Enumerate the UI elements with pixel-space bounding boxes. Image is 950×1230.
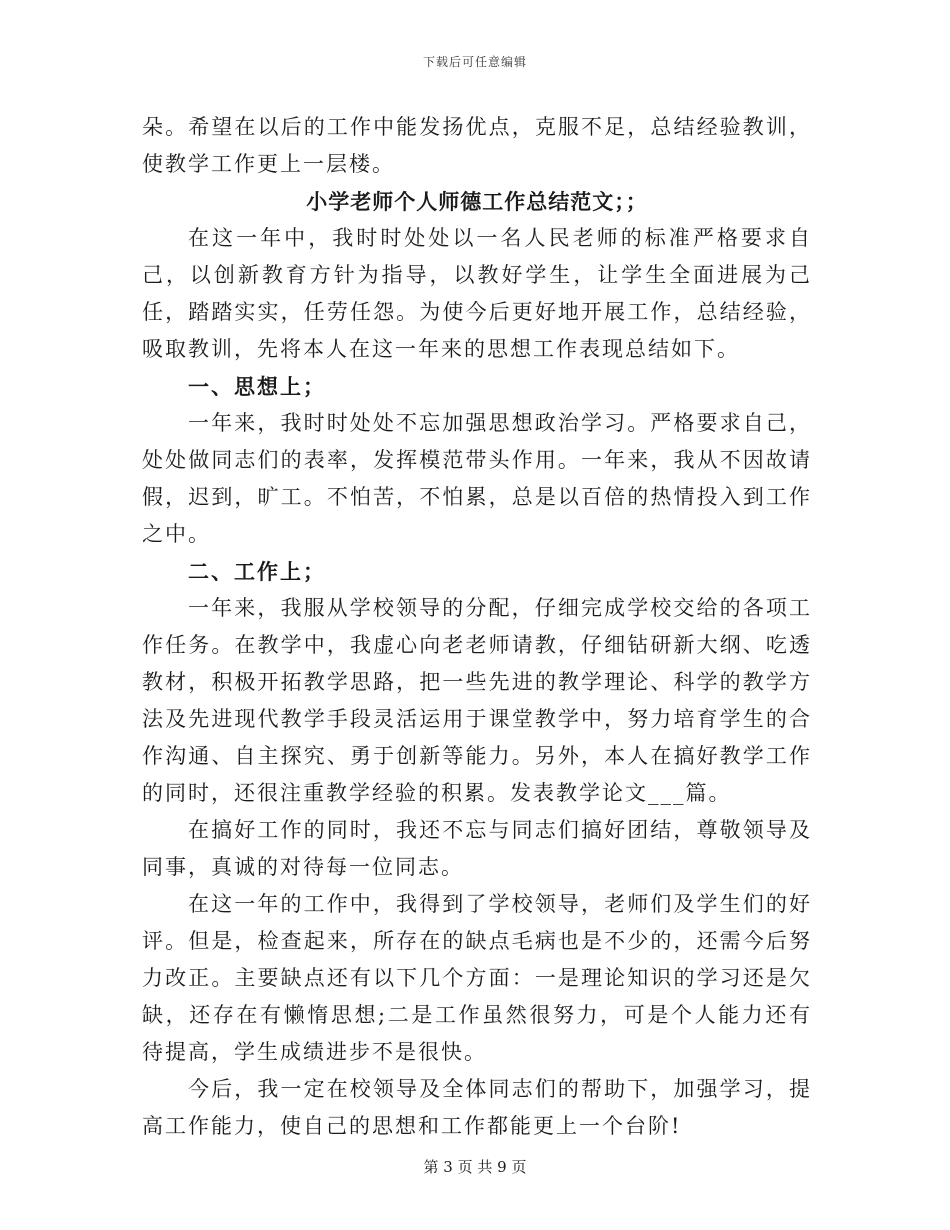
document-title: 小学老师个人师德工作总结范文；； — [306, 189, 648, 214]
continuation-paragraph: 朵。希望在以后的工作中能发扬优点，克服不足，总结经验教训，使教学工作更上一层楼。 — [142, 115, 812, 176]
section-heading-work: 二、工作上； — [188, 559, 326, 584]
intro-paragraph: 在这一年中，我时时处处以一名人民老师的标准严格要求自己，以创新教育方针为指导，以教好学生，让学生全面进展为己任，踏踏实实，任劳任怨。为使今后更好地开展工作，总结经验，吸取教训，先将本人在这一年来的思想工作表现总结如下。 — [142, 226, 812, 361]
unity-paragraph: 在搞好工作的同时，我还不忘与同志们搞好团结，尊敬领导及同事，真诚的对待每一位同志。 — [142, 818, 812, 879]
page-number-footer: 第 3 页 共 9 页 — [423, 1158, 527, 1176]
thought-paragraph: 一年来，我时时处处不忘加强思想政治学习。严格要求自己，处处做同志们的表率，发挥模范带头作用。一年来，我从不因故请假，迟到，旷工。不怕苦，不怕累，总是以百倍的热情投入到工作之中。 — [142, 411, 812, 546]
document-body — [142, 109, 812, 1145]
page-header: 下载后可任意编辑 — [422, 55, 527, 69]
work-paragraph: 一年来，我服从学校领导的分配，仔细完成学校交给的各项工作任务。在教学中，我虚心向老老师请教，仔细钻研新大纲、吃透教材，积极开拓教学思路，把一些先进的教学理论、科学的教学方法及先进现代教学手段灵活运用于课堂教学中，努力培育学生的合作沟通、自主探究、勇于创新等能力。另外，本人在搞好教学工作的同时，还很注重教学经验的积累。发表教学论文___篇。 — [142, 596, 812, 805]
future-paragraph: 今后，我一定在校领导及全体同志们的帮助下，加强学习，提高工作能力，使自己的思想和工作都能更上一个台阶! — [142, 1077, 812, 1138]
shortcomings-paragraph: 在这一年的工作中，我得到了学校领导，老师们及学生们的好评。但是，检查起来，所存在的缺点毛病也是不少的，还需今后努力改正。主要缺点还有以下几个方面：一是理论知识的学习还是欠缺，还存在有懒惰思想;二是工作虽然很努力，可是个人能力还有待提高，学生成绩进步不是很快。 — [142, 892, 812, 1064]
section-heading-thought: 一、思想上； — [188, 374, 326, 399]
